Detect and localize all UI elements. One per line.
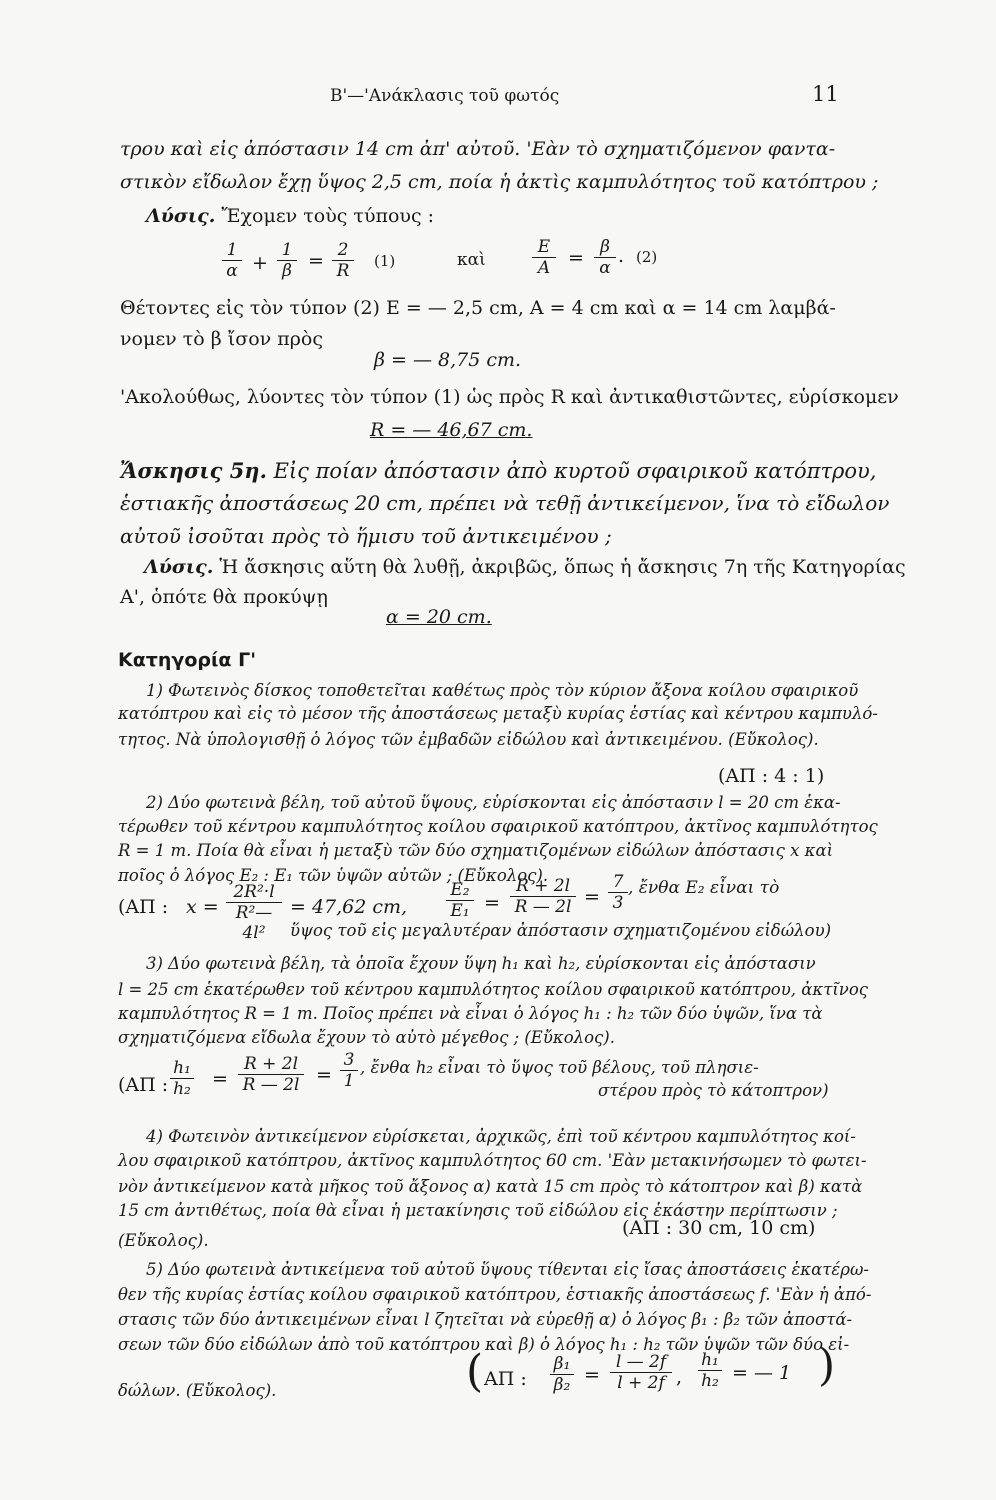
problem-3-line-3: καμπυλότητος R = 1 m. Ποῖος πρέπει νὰ εἶναι ὁ λόγος h₁ : h₂ τῶν δύο ὑψῶν, ἵνα τὰ (118, 1004, 823, 1023)
period: . (618, 245, 625, 267)
solution-text: Ἔχομεν τοὺς τύπους : (221, 205, 435, 227)
problem-2-line-1: 2) Δύο φωτεινὰ βέλη, τοῦ αὐτοῦ ὕψους, εὑρίσκονται εἰς ἀπόστασιν l = 20 cm ἑκα- (146, 793, 841, 812)
problem-5-line-3: στασις τῶν δύο ἀντικειμένων εἶναι l ζητεῖται νὰ εὑρεθῇ α) ὁ λόγος β₁ : β₂ τῶν ἀποστά- (118, 1310, 853, 1329)
solution-label: Λύσις. (146, 205, 216, 227)
running-header (0, 82, 996, 112)
problem-5-line-1: 5) Δύο φωτεινὰ ἀντικείμενα τοῦ αὐτοῦ ὕψους τίθενται εἰς ἴσας ἀποστάσεις ἑκατέρω- (146, 1260, 869, 1279)
problem-4-answer: (ΑΠ : 30 cm, 10 cm) (622, 1217, 816, 1239)
intro-line-1: τρου καὶ εἰς ἀπόστασιν 14 cm ἀπ' αὐτοῦ. 'Εὰν τὸ σχηματιζόμενον φαντα- (120, 138, 836, 160)
problem-2-line-3: R = 1 m. Ποία θὰ εἶναι ἡ μεταξὺ τῶν δύο σχηματιζομένων εἰδώλων ἀπόστασις x καὶ (118, 841, 834, 860)
fraction-7-3: 7 3 (608, 872, 628, 913)
equation-tag-1: (1) (374, 252, 396, 270)
exercise-5-line-3: αὐτοῦ ἰσοῦται πρὸς τὸ ἥμισυ τοῦ ἀντικειμένου ; (120, 524, 612, 548)
equation-tag-2: (2) (636, 248, 658, 266)
problem-1-answer: (ΑΠ : 4 : 1) (718, 765, 825, 787)
problem-5-line-5: δώλων. (Εὔκολος). (118, 1381, 277, 1400)
problem-2-line-4: ποῖος ὁ λόγος E₂ : E₁ τῶν ὑψῶν αὐτῶν ; (Εὔκολος). (118, 866, 549, 885)
page-number: 11 (812, 82, 839, 106)
category-heading: Κατηγορία Γ' (118, 649, 257, 671)
fraction-R2l: R + 2l R — 2l (510, 876, 576, 917)
fraction-E-over-A: E A (532, 237, 556, 278)
problem-3-answer-line-2: στέρου πρὸς τὸ κάτοπτρον) (598, 1081, 829, 1100)
problem-2-line-2: τέρωθεν τοῦ κέντρου καμπυλότητος κοίλου σφαιρικοῦ κατόπτρου, ἀκτῖνος καμπυλότητος (118, 817, 878, 836)
fraction-x: 2R²·l R²—4l² (226, 882, 282, 943)
fraction-E2-E1: E₂ E₁ (446, 880, 474, 921)
exercise-5-solution (144, 555, 906, 579)
problem-4-line-4: 15 cm ἀντιθέτως, ποία θὰ εἶναι ἡ μετακίνησις τοῦ εἰδώλου εἰς ἑκάστην περίπτωσιν ; (118, 1201, 838, 1220)
exercise-5-line-1 (120, 458, 877, 484)
problem-4-line-2: λου σφαιρικοῦ κατόπτρου, ἀκτῖνος καμπυλότητος 60 cm. 'Εὰν μετακινήσωμεν τὸ φωτει- (118, 1151, 867, 1170)
fraction-1-over-a: 1 α (222, 240, 242, 281)
fraction-h1-h2-b: h₁ h₂ (698, 1350, 722, 1391)
solution-label: Λύσις. (144, 556, 214, 578)
header-title: Β'—'Ανάκλασις τοῦ φωτός (330, 86, 560, 106)
R-result: R = — 46,67 cm. (370, 419, 533, 441)
exercise-5-line-2: ἑστιακῆς ἀποστάσεως 20 cm, πρέπει νὰ τεθῇ ἀντικείμενον, ἵνα τὸ εἴδωλον (120, 491, 890, 515)
solution-text: Ἡ ἄσκησις αὕτη θὰ λυθῇ, ἀκριβῶς, ὅπως ἡ ἄσκησις 7η τῆς Κατηγορίας (219, 556, 906, 578)
open-paren: ( (466, 1346, 484, 1397)
equals-sign: = (308, 250, 324, 272)
problem-3-line-4: σχηματιζόμενα εἴδωλα ἔχουν τὸ αὐτὸ μέγεθος ; (Εὔκολος). (118, 1028, 615, 1047)
intro-solution (146, 204, 434, 228)
fraction-h1-h2: h₁ h₂ (170, 1058, 194, 1099)
problem-3-line-2: l = 25 cm ἑκατέρωθεν τοῦ κέντρου καμπυλότητος κοίλου σφαιρικοῦ κατόπτρου, ἀκτῖνος (118, 980, 869, 999)
exercise-5-line-5: Α', ὁπότε θὰ προκύψῃ (120, 586, 328, 608)
problem-4-line-3: νὸν ἀντικείμενον κατὰ μῆκος τοῦ ἄξονος α) κατὰ 15 cm πρὸς τὸ κάτοπτρον καὶ β) κατὰ (118, 1177, 863, 1196)
substitution-line-1: Θέτοντες εἰς τὸν τύπον (2) E = — 2,5 cm, A = 4 cm καὶ α = 14 cm λαμβά- (120, 297, 836, 319)
beta-result: β = — 8,75 cm. (374, 349, 522, 371)
fraction-b-over-a: β α (594, 237, 616, 278)
exercise-5-label: Ἄσκησις 5η. (120, 458, 267, 483)
fraction-1-over-b: 1 β (277, 240, 297, 281)
fraction-l2f: l — 2f l + 2f (610, 1352, 672, 1393)
plus-sign: + (252, 252, 268, 274)
problem-1-line-1: 1) Φωτεινὸς δίσκος τοποθετεῖται καθέτως πρὸς τὸν κύριον ἄξονα κοίλου σφαιρικοῦ (146, 681, 859, 700)
book-page: Β'—'Ανάκλασις τοῦ φωτός 11 τρου καὶ εἰς ἀπόστασιν 14 cm ἀπ' αὐτοῦ. 'Εὰν τὸ σχηματιζόμενον φαντα- στικὸν εἴδωλον ἔχῃ ὕψος 2,5 cm, ποία ἡ ἀκτὶς καμπυλότητος τοῦ κατόπτρου ; Λύσις. Ἔχομεν τοὺς τύπους : 1 α + 1 β = 2 R (1) καὶ E A = β α . (2) Θέτοντες εἰς τὸν τύπον (2) E = — 2,5 cm, A = 4 cm καὶ α = 14 cm λαμβά- νομεν τὸ β ἴσον πρὸς β = — 8,75 cm. 'Ακολούθως, λύοντες τὸν τύπον (1) ὡς πρὸς R καὶ ἀντικαθιστῶντες, εὑρίσκομεν R = — 46,67 cm. Ἄσκησις 5η. Εἰς ποίαν ἀπόστασιν ἀπὸ κυρτοῦ σφαιρικοῦ κατόπτρου, ἑστιακῆς ἀποστάσεως 20 cm, πρέπει νὰ τεθῇ ἀντικείμενον, ἵνα τὸ εἴδωλον αὐτοῦ ἰσοῦται πρὸς τὸ ἥμισυ τοῦ ἀντικειμένου ; Λύσις. Ἡ ἄσκησις αὕτη θὰ λυθῇ, ἀκριβῶς, ὅπως ἡ ἄσκησις 7η τῆς Κατηγορίας Α', ὁπότε θὰ προκύψῃ α = 20 cm. Κατηγορία Γ' 1) Φωτεινὸς δίσκος τοποθετεῖται καθέτως πρὸς τὸν κύριον ἄξονα κοίλου σφαιρικοῦ κατόπτρου καὶ εἰς τὸ μέσον τῆς ἀποστάσεως μεταξὺ κυρίας ἑστίας καὶ κέντρου καμπυλό- τητος. Νὰ ὑπολογισθῇ ὁ λόγος τῶν ἐμβαδῶν εἰδώλου καὶ ἀντικειμένου. (Εὔκολος). (ΑΠ : 4 : 1) 2) Δύο φωτεινὰ βέλη, τοῦ αὐτοῦ ὕψους, εὑρίσκονται εἰς ἀπόστασιν l = 20 cm ἑκα- τέρωθεν τοῦ κέντρου καμπυλότητος κοίλου σφαιρικοῦ κατόπτρου, ἀκτῖνος καμπυλότητος R = 1 m. Ποία θὰ εἶναι ἡ μεταξὺ τῶν δύο σχηματιζομένων εἰδώλων ἀπόστασις x καὶ ποῖος ὁ λόγος E₂ : E₁ τῶν ὑψῶν αὐτῶν ; (Εὔκολος). (ΑΠ : x = 2R²·l R²—4l² = 47,62 cm, E₂ E₁ = R + 2l R — 2l = 7 3 , ἔνθα E₂ εἶναι τὸ ὕψος τοῦ εἰς μεγαλυτέραν ἀπόστασιν σχηματιζομένου εἰδώλου) 3) Δύο φωτεινὰ βέλη, τὰ ὁποῖα ἔχουν ὕψη h₁ καὶ h₂, εὑρίσκονται εἰς ἀπόστασιν l = 25 cm ἑκατέρωθεν τοῦ κέντρου καμπυλότητος κοίλου σφαιρικοῦ κατόπτρου, ἀκτῖνος καμπυλότητος R = 1 m. Ποῖος πρέπει νὰ εἶναι ὁ λόγος h₁ : h₂ τῶν δύο ὑψῶν, ἵνα τὰ σχηματιζόμενα εἴδωλα ἔχουν τὸ αὐτὸ μέγεθος ; (Εὔκολος). (ΑΠ : h₁ h₂ = R + 2l R — 2l = 3 1 , ἔνθα h₂ εἶναι τὸ ὕψος τοῦ βέλους, τοῦ πλησιε- στέρου πρὸς τὸ κάτοπτρον) 4) Φωτεινὸν ἀντικείμενον εὑρίσκεται, ἀρχικῶς, ἐπὶ τοῦ κέντρου καμπυλότητος κοί- λου σφαιρικοῦ κατόπτρου, ἀκτῖνος καμπυλότητος 60 cm. 'Εὰν μετακινήσωμεν τὸ φωτει- νὸν ἀντικείμενον κατὰ μῆκος τοῦ ἄξονος α) κατὰ 15 cm πρὸς τὸ κάτοπτρον καὶ β) κατὰ 15 cm ἀντιθέτως, ποία θὰ εἶναι ἡ μετακίνησις τοῦ εἰδώλου εἰς ἑκάστην περίπτωσιν ; (Εὔκολος). (ΑΠ : 30 cm, 10 cm) 5) Δύο φωτεινὰ ἀντικείμενα τοῦ αὐτοῦ ὕψους τίθενται εἰς ἴσας ἀποστάσεις ἑκατέρω- θεν τῆς κυρίας ἑστίας κοίλου σφαιρικοῦ κατόπτρου, ἑστιακῆς ἀποστάσεως f. 'Εὰν ἡ ἀπό- στασις τῶν δύο ἀντικειμένων εἶναι l ζητεῖται νὰ εὑρεθῇ α) ὁ λόγος β₁ : β₂ τῶν ἀποστά- σεων τῶν δύο εἰδώλων ἀπὸ τοῦ κατόπτρου καὶ β) ὁ λόγος h₁ : h₂ τῶν ὑψῶν τῶν δύο εἰ- δώλων. (Εὔκολος). ( ΑΠ : β₁ β₂ = l — 2f l + 2f , h₁ h₂ = — 1 ) (0, 0, 996, 1500)
fraction-R2l-b: R + 2l R — 2l (238, 1054, 304, 1095)
and-word: καὶ (457, 250, 486, 270)
substitution-line-3: 'Ακολούθως, λύοντες τὸν τύπον (1) ὡς πρὸς R καὶ ἀντικαθιστῶντες, εὑρίσκομεν (120, 386, 899, 408)
fraction-2-over-R: 2 R (332, 240, 354, 281)
exercise-5-result: α = 20 cm. (386, 606, 492, 628)
problem-3-line-1: 3) Δύο φωτεινὰ βέλη, τὰ ὁποῖα ἔχουν ὕψη h₁ καὶ h₂, εὑρίσκονται εἰς ἀπόστασιν (146, 954, 816, 973)
problem-1-line-3: τητος. Νὰ ὑπολογισθῇ ὁ λόγος τῶν ἐμβαδῶν εἰδώλου καὶ ἀντικειμένου. (Εὔκολος). (118, 730, 819, 749)
problem-2-answer-line-2: ὕψος τοῦ εἰς μεγαλυτέραν ἀπόστασιν σχηματιζομένου εἰδώλου) (290, 921, 832, 940)
substitution-line-2: νομεν τὸ β ἴσον πρὸς (120, 328, 323, 350)
problem-4-line-5: (Εὔκολος). (118, 1231, 209, 1250)
fraction-b1-b2: β₁ β₂ (550, 1354, 574, 1395)
problem-4-line-1: 4) Φωτεινὸν ἀντικείμενον εὑρίσκεται, ἀρχικῶς, ἐπὶ τοῦ κέντρου καμπυλότητος κοί- (146, 1127, 856, 1146)
intro-line-2: στικὸν εἴδωλον ἔχῃ ὕψος 2,5 cm, ποία ἡ ἀκτὶς καμπυλότητος τοῦ κατόπτρου ; (120, 171, 879, 193)
problem-5-line-2: θεν τῆς κυρίας ἑστίας κοίλου σφαιρικοῦ κατόπτρου, ἑστιακῆς ἀποστάσεως f. 'Εὰν ἡ ἀπό- (118, 1285, 872, 1304)
exercise-5-text: Εἰς ποίαν ἀπόστασιν ἀπὸ κυρτοῦ σφαιρικοῦ κατόπτρου, (273, 459, 877, 483)
problem-1-line-2: κατόπτρου καὶ εἰς τὸ μέσον τῆς ἀποστάσεως μεταξὺ κυρίας ἑστίας καὶ κέντρου καμπυλό- (118, 704, 878, 723)
equals-sign-2: = (568, 247, 584, 269)
fraction-3-1: 3 1 (340, 1050, 358, 1091)
problem-5-line-4: σεων τῶν δύο εἰδώλων ἀπὸ τοῦ κατόπτρου καὶ β) ὁ λόγος h₁ : h₂ τῶν ὑψῶν τῶν δύο εἰ- (118, 1335, 850, 1354)
close-paren: ) (818, 1340, 836, 1391)
